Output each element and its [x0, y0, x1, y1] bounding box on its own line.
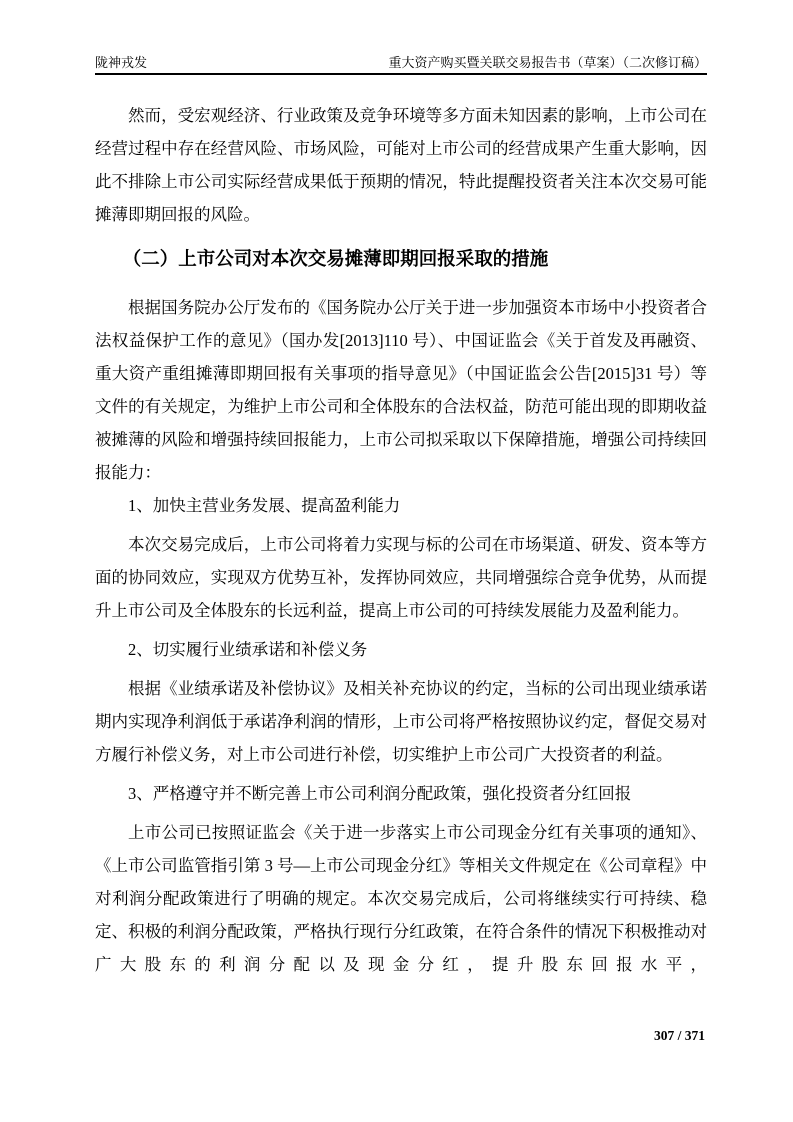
section-lead-paragraph: 根据国务院办公厅发布的《国务院办公厅关于进一步加强资本市场中小投资者合法权益保护工作的意见》（国办发[2013]110 号）、中国证监会《关于首发及再融资、重大资产重组摊薄即期回报有关事项的指导意见》（中国证监会公告[2015]31 号）等文件的有关规定，为维护上市公司和全体股东的合法权益，防范可能出现的即期收益被摊薄的风险和增强持续回报能力，上市公司拟采取以下保障措施，增强公司持续回报能力： — [95, 298, 707, 482]
section-heading: （二）上市公司对本次交易摊薄即期回报采取的措施 — [122, 248, 549, 269]
header-company-name: 陇神戎发 — [95, 55, 148, 70]
measure-3-title: 3、严格遵守并不断完善上市公司利润分配政策，强化投资者分红回报 — [128, 784, 632, 803]
measure-1-title: 1、加快主营业务发展、提高盈利能力 — [128, 496, 401, 515]
measure-2-title: 2、切实履行业绩承诺和补偿义务 — [128, 640, 368, 659]
document-body — [95, 75, 707, 981]
measure-1-paragraph: 本次交易完成后，上市公司将着力实现与标的公司在市场渠道、研发、资本等方面的协同效应，实现双方优势互补，发挥协同效应，共同增强综合竞争优势，从而提升上市公司及全体股东的长远利益，提高上市公司的可持续发展能力及盈利能力。 — [95, 535, 707, 620]
page-header — [95, 55, 707, 75]
header-doc-title: 重大资产购买暨关联交易报告书（草案）（二次修订稿） — [388, 55, 707, 70]
page-number: 307 / 371 — [653, 1028, 705, 1043]
measure-3-paragraph: 上市公司已按照证监会《关于进一步落实上市公司现金分红有关事项的通知》、《上市公司监管指引第 3 号—上市公司现金分红》等相关文件规定在《公司章程》中对利润分配政策进行了明确的规定。本次交易完成后，公司将继续实行可持续、稳定、积极的利润分配政策，严格执行现行分红政策，在符合条件的情况下积极推动对广大股东的利润分配以及现金分红，提升股东回报水平， — [95, 823, 707, 974]
measure-item — [95, 489, 707, 627]
measure-item — [95, 633, 707, 771]
intro-paragraph: 然而，受宏观经济、行业政策及竞争环境等多方面未知因素的影响，上市公司在经营过程中存在经营风险、市场风险，可能对上市公司的经营成果产生重大影响，因此不排除上市公司实际经营成果低于预期的情况，特此提醒投资者关注本次交易可能摊薄即期回报的风险。 — [95, 106, 707, 224]
measure-2-paragraph: 根据《业绩承诺及补偿协议》及相关补充协议的约定，当标的公司出现业绩承诺期内实现净利润低于承诺净利润的情形，上市公司将严格按照协议约定，督促交易对方履行补偿义务，对上市公司进行补偿，切实维护上市公司广大投资者的利益。 — [95, 679, 707, 764]
measure-item — [95, 777, 707, 981]
